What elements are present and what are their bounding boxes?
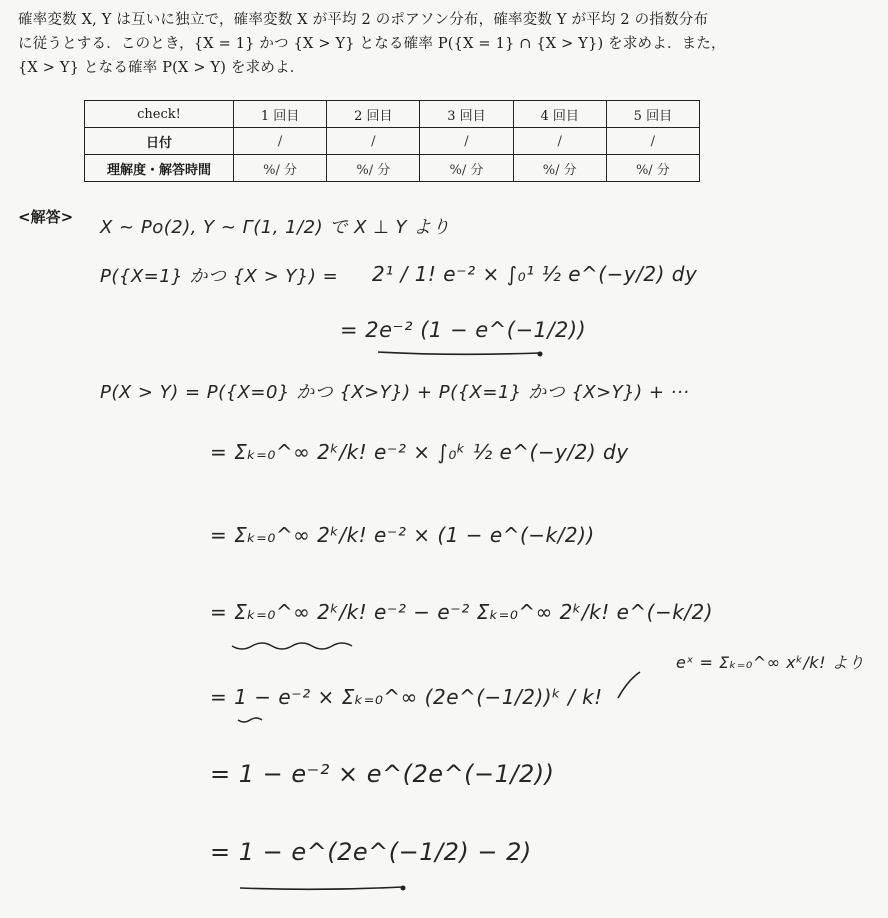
problem-line: {X > Y} となる確率 P(X > Y) を求めよ． (18, 60, 305, 76)
check-header-cell: 3 回目 (420, 101, 513, 128)
handwritten-line: P(X > Y) = P({X=0} かつ {X>Y}) + P({X=1} かつ {X>Y}) + ··· (100, 382, 690, 403)
wavy-underline (232, 643, 352, 649)
handwritten-line: = 1 − e⁻² × e^(2e^(−1/2)) (210, 760, 555, 788)
handwritten-line: = Σₖ₌₀^∞ 2ᵏ/k! e⁻² × (1 − e^(−k/2)) (210, 523, 595, 547)
handwritten-line: X ~ Po(2), Y ~ Γ(1, 1/2) で X ⊥ Y より (100, 217, 451, 238)
problem-line: に従うとする．このとき，{X = 1} かつ {X > Y} となる確率 P({X = 1} ∩ {X > Y}) を求めよ．また， (18, 36, 726, 52)
check-header-cell: 2 回目 (327, 101, 420, 128)
date-cell[interactable]: / (420, 128, 513, 155)
pointer-stroke (618, 672, 640, 698)
understanding-time-cell[interactable]: %/ 分 (234, 155, 327, 182)
underline-stroke (378, 352, 540, 354)
handwritten-line: = 1 − e⁻² × Σₖ₌₀^∞ (2e^(−1/2))ᵏ / k! (210, 685, 603, 709)
wavy-underline (238, 718, 262, 722)
understanding-time-cell[interactable]: %/ 分 (513, 155, 606, 182)
check-header-cell: 5 回目 (606, 101, 699, 128)
understanding-time-cell[interactable]: %/ 分 (327, 155, 420, 182)
handwritten-line: = Σₖ₌₀^∞ 2ᵏ/k! e⁻² × ∫₀ᵏ ½ e^(−y/2) dy (210, 440, 629, 464)
understanding-time-cell[interactable]: %/ 分 (420, 155, 513, 182)
handwritten-side-note: eˣ = Σₖ₌₀^∞ xᵏ/k! より (676, 653, 865, 672)
underline-dot (401, 886, 406, 891)
row-label: 理解度・解答時間 (85, 155, 234, 182)
handwritten-line: = 2e⁻² (1 − e^(−1/2)) (340, 318, 587, 342)
date-cell[interactable]: / (327, 128, 420, 155)
handwritten-line: 2¹ / 1! e⁻² × ∫₀¹ ½ e^(−y/2) dy (372, 262, 698, 286)
final-underline (240, 887, 402, 889)
problem-line: 確率変数 X, Y は互いに独立で，確率変数 X が平均 2 のポアソン分布，確率変数 Y が平均 2 の指数分布 (18, 12, 709, 28)
handwritten-line: = Σₖ₌₀^∞ 2ᵏ/k! e⁻² − e⁻² Σₖ₌₀^∞ 2ᵏ/k! e^(−k/2) (210, 600, 714, 624)
handwritten-line: = 1 − e^(2e^(−1/2) − 2) (210, 838, 532, 866)
row-label: 日付 (85, 128, 234, 155)
handwritten-line: P({X=1} かつ {X > Y}) = (100, 266, 339, 287)
date-cell[interactable]: / (234, 128, 327, 155)
check-header-cell: 4 回目 (513, 101, 606, 128)
date-cell[interactable]: / (513, 128, 606, 155)
underline-dot (538, 352, 543, 357)
date-cell[interactable]: / (606, 128, 699, 155)
check-header-cell: check! (85, 101, 234, 128)
understanding-time-cell[interactable]: %/ 分 (606, 155, 699, 182)
check-header-cell: 1 回目 (234, 101, 327, 128)
answer-label: <解答> (18, 208, 74, 226)
